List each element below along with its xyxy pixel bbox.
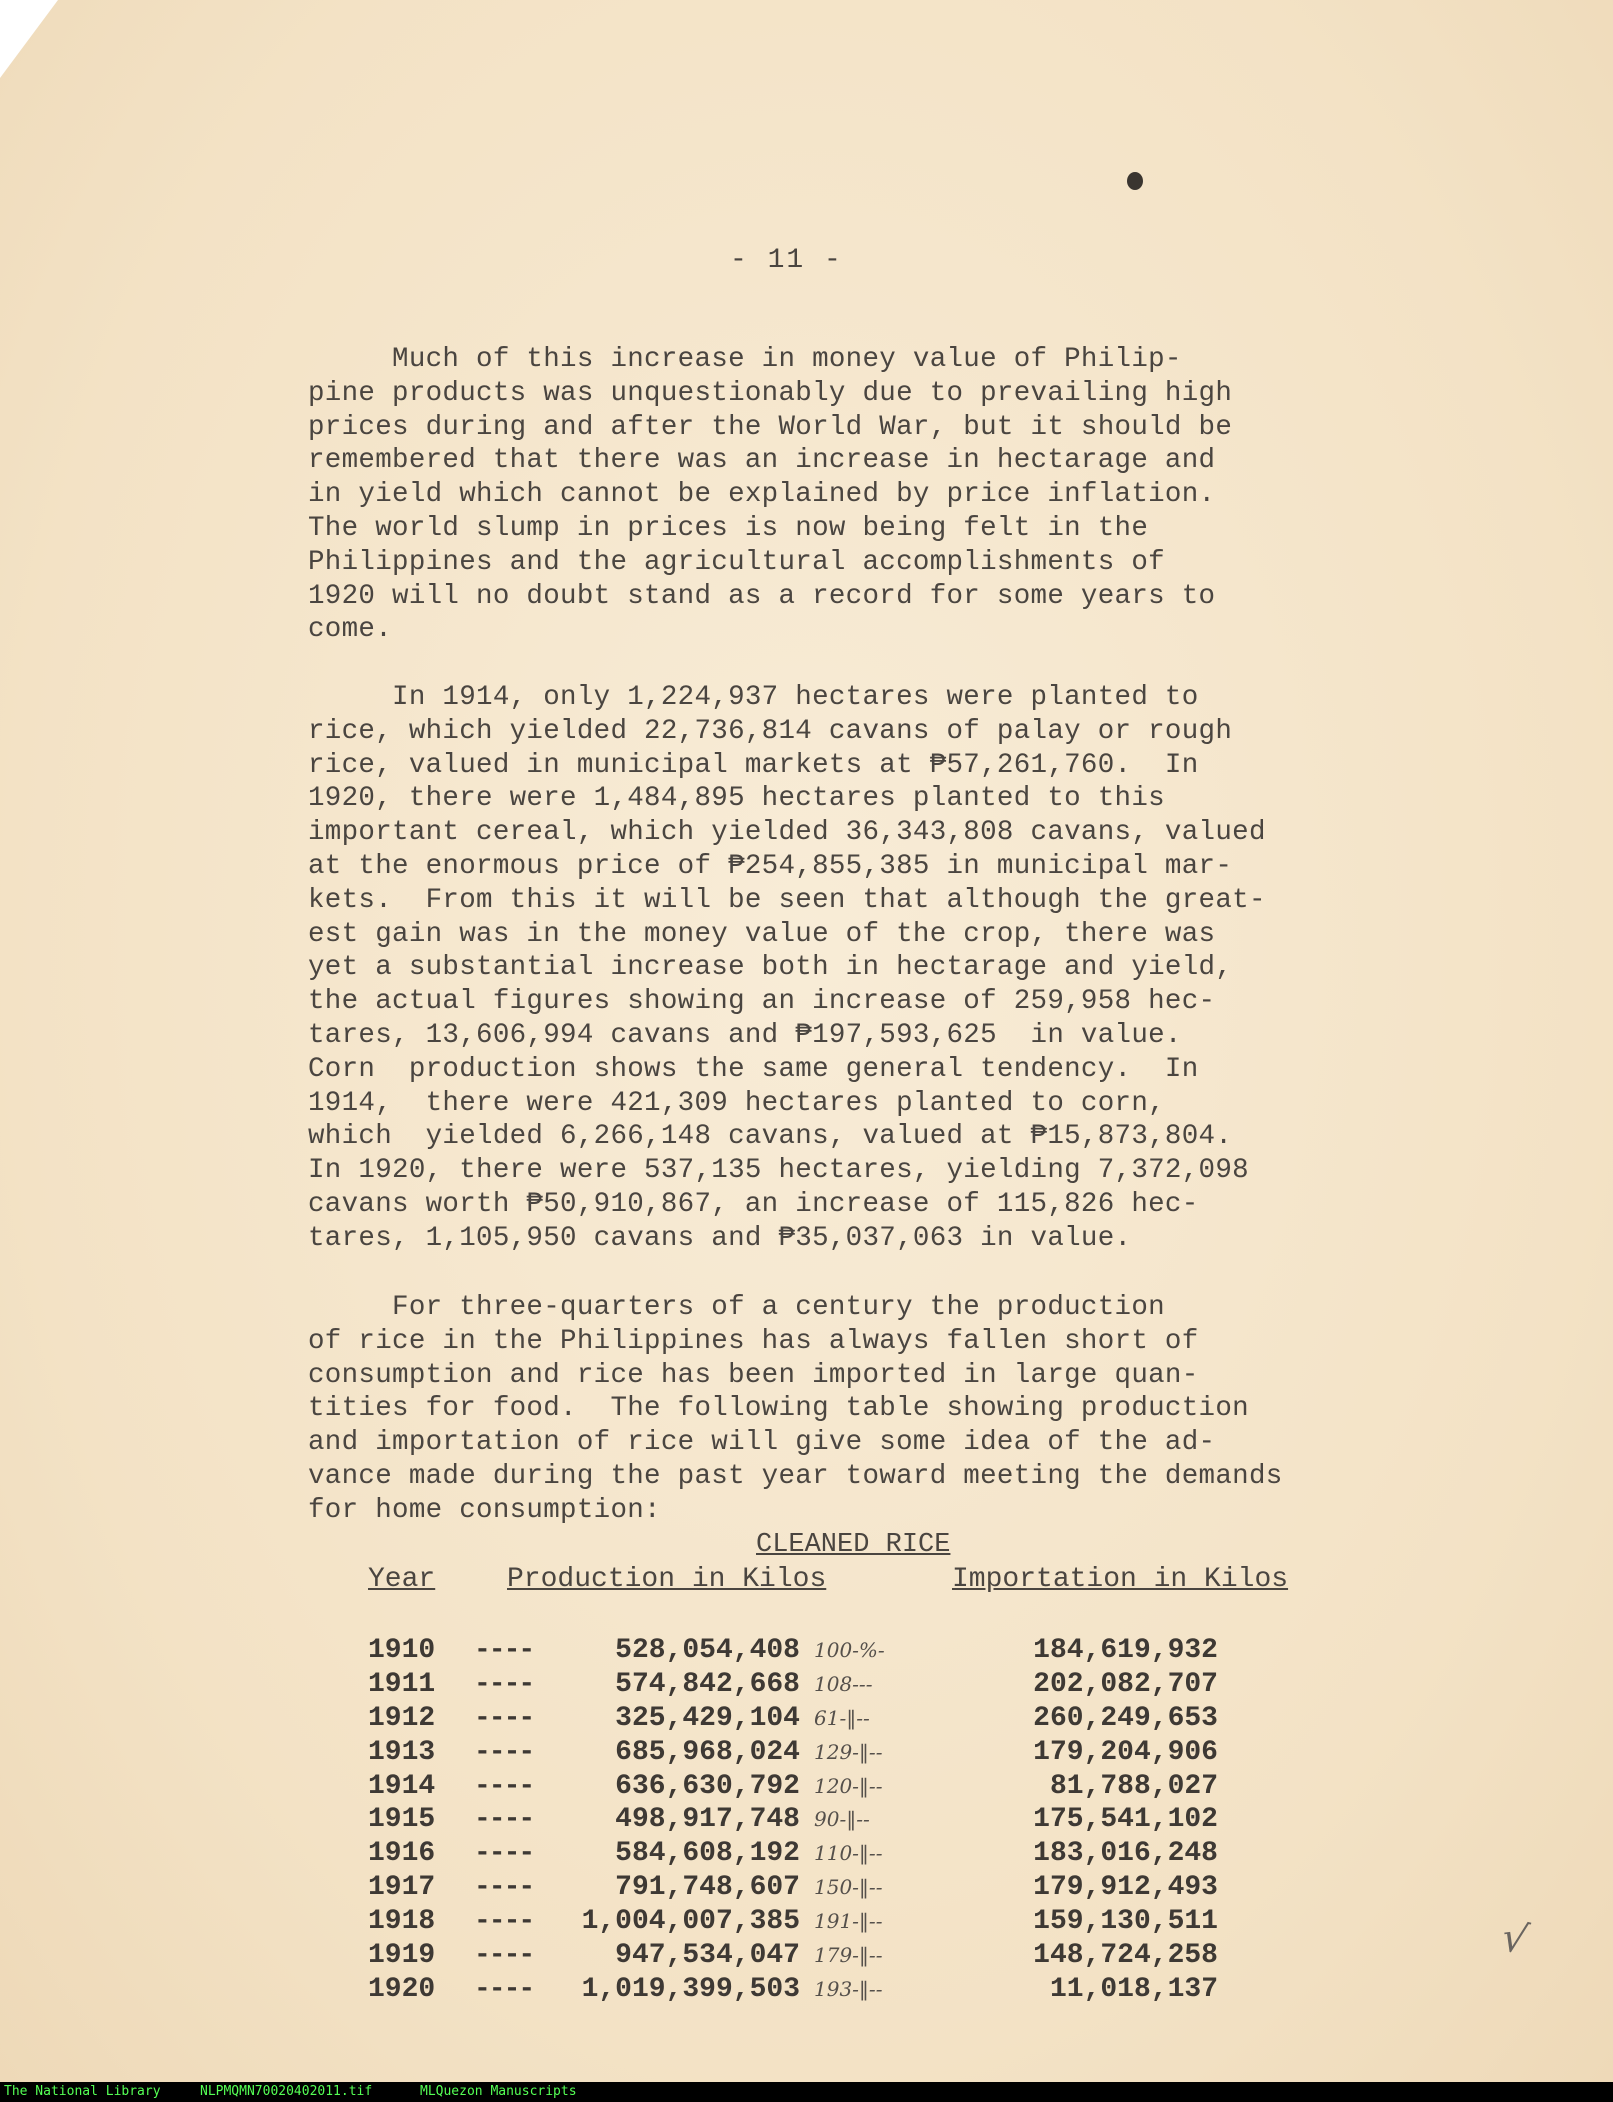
text-line: 1920, there were 1,484,895 hectares planted to this [308, 783, 1165, 815]
row-handwritten-note: 129-‖-- [814, 1739, 883, 1764]
row-dash: ---- [474, 1702, 534, 1734]
torn-corner [0, 0, 58, 78]
row-handwritten-note: 100-%- [814, 1638, 885, 1662]
table-row [368, 1703, 1248, 1737]
row-production: 498,917,748 [615, 1804, 800, 1836]
row-importation: 179,204,906 [1033, 1736, 1218, 1768]
row-production: 584,608,192 [615, 1838, 800, 1870]
handwritten-check-mark: √ [1497, 1913, 1533, 1965]
text-line: yet a substantial increase both in hectarage and yield, [308, 952, 1233, 984]
row-handwritten-note: 108--- [814, 1671, 873, 1696]
row-production: 325,429,104 [615, 1702, 800, 1734]
text-line: Much of this increase in money value of Philip- [308, 344, 1182, 375]
footer-library: The National Library [4, 2084, 161, 2099]
row-importation: 183,016,248 [1033, 1838, 1218, 1870]
row-dash: ---- [474, 1736, 534, 1768]
row-year: 1917 [368, 1872, 436, 1904]
row-dash: ---- [474, 1940, 534, 1972]
text-line: consumption and rice has been imported in large quan- [308, 1359, 1199, 1391]
text-line: remembered that there was an increase in hectarage and [308, 445, 1216, 477]
row-production: 947,534,047 [615, 1940, 800, 1972]
row-dash: ---- [474, 1838, 534, 1870]
row-year: 1914 [368, 1770, 436, 1802]
text-line: 1920 will no doubt stand as a record for some years to [308, 580, 1216, 612]
row-dash: ---- [474, 1635, 534, 1666]
text-line: and importation of rice will give some idea of the ad- [308, 1427, 1216, 1459]
table-row [368, 1872, 1248, 1906]
paragraph-3 [308, 1291, 1283, 1528]
column-header-year: Year [368, 1564, 436, 1595]
text-line: est gain was in the money value of the crop, there was [308, 918, 1216, 950]
text-line: rice, valued in municipal markets at ₱57,261,760. In [308, 749, 1199, 781]
paragraph-1 [308, 343, 1232, 647]
table-row [368, 1669, 1248, 1703]
table-row [368, 1940, 1248, 1974]
row-handwritten-note: 120-‖-- [814, 1773, 883, 1798]
row-importation: 148,724,258 [1033, 1940, 1218, 1972]
row-importation: 175,541,102 [1033, 1804, 1218, 1836]
rice-table-body [368, 1635, 1248, 2008]
column-header-production: Production in Kilos [507, 1564, 827, 1595]
row-year: 1919 [368, 1940, 436, 1972]
row-handwritten-note: 90-‖-- [814, 1807, 870, 1832]
row-importation: 202,082,707 [1033, 1668, 1218, 1700]
row-handwritten-note: 61-‖-- [814, 1705, 870, 1730]
text-line: prices during and after the World War, but it should be [308, 411, 1233, 443]
row-handwritten-note: 193-‖-- [814, 1976, 883, 2001]
row-dash: ---- [474, 1804, 534, 1836]
row-production: 574,842,668 [615, 1668, 800, 1700]
row-year: 1912 [368, 1702, 436, 1734]
text-line: For three-quarters of a century the production [308, 1292, 1165, 1323]
row-year: 1918 [368, 1906, 436, 1938]
table-title: CLEANED RICE [756, 1530, 951, 1560]
column-header-importation: Importation in Kilos [952, 1564, 1289, 1595]
table-row [368, 1838, 1248, 1872]
row-dash: ---- [474, 1872, 534, 1904]
text-line: come. [308, 614, 393, 646]
row-year: 1916 [368, 1838, 436, 1870]
text-line: tities for food. The following table showing production [308, 1393, 1249, 1425]
text-line: In 1920, there were 537,135 hectares, yielding 7,372,098 [308, 1155, 1249, 1187]
row-dash: ---- [474, 1668, 534, 1700]
text-line: tares, 1,105,950 cavans and ₱35,037,063 in value. [308, 1222, 1132, 1254]
row-year: 1920 [368, 1973, 436, 2005]
text-line: Philippines and the agricultural accomplishments of [308, 546, 1165, 578]
archive-footer-bar [0, 2082, 1613, 2102]
text-line: kets. From this it will be seen that although the great- [308, 884, 1266, 916]
text-line: of rice in the Philippines has always fallen short of [308, 1325, 1199, 1357]
row-production: 791,748,607 [615, 1872, 800, 1904]
text-line: for home consumption: [308, 1494, 661, 1526]
row-production: 1,004,007,385 [581, 1906, 800, 1938]
row-year: 1911 [368, 1668, 436, 1700]
text-line: Corn production shows the same general tendency. In [308, 1053, 1199, 1085]
text-line: which yielded 6,266,148 cavans, valued at ₱15,873,804. [308, 1121, 1233, 1153]
row-importation: 179,912,493 [1033, 1872, 1218, 1904]
text-line: vance made during the past year toward meeting the demands [308, 1460, 1283, 1492]
row-importation: 159,130,511 [1033, 1906, 1218, 1938]
row-year: 1915 [368, 1804, 436, 1836]
table-row [368, 1635, 1248, 1669]
row-year: 1910 [368, 1635, 436, 1666]
row-importation: 260,249,653 [1033, 1702, 1218, 1734]
text-line: at the enormous price of ₱254,855,385 in municipal mar- [308, 850, 1233, 882]
row-production: 528,054,408 [615, 1635, 800, 1666]
row-production: 636,630,792 [615, 1770, 800, 1802]
row-importation: 184,619,932 [1033, 1635, 1218, 1666]
text-line: rice, which yielded 22,736,814 cavans of palay or rough [308, 715, 1233, 747]
text-line: in yield which cannot be explained by price inflation. [308, 479, 1216, 511]
row-dash: ---- [474, 1770, 534, 1802]
row-handwritten-note: 150-‖-- [814, 1875, 883, 1900]
row-dash: ---- [474, 1906, 534, 1938]
text-line: important cereal, which yielded 36,343,808 cavans, valued [308, 817, 1266, 849]
text-line: cavans worth ₱50,910,867, an increase of 115,826 hec- [308, 1188, 1199, 1220]
row-dash: ---- [474, 1973, 534, 2005]
table-row [368, 1804, 1248, 1838]
table-row [368, 1906, 1248, 1940]
row-handwritten-note: 179-‖-- [814, 1943, 883, 1968]
row-production: 685,968,024 [615, 1736, 800, 1768]
row-handwritten-note: 110-‖-- [814, 1841, 883, 1866]
ink-speck [1127, 172, 1143, 190]
text-line: In 1914, only 1,224,937 hectares were planted to [308, 682, 1199, 713]
row-year: 1913 [368, 1736, 436, 1768]
paragraph-2 [308, 681, 1266, 1256]
table-row [368, 1771, 1248, 1805]
table-row [368, 1737, 1248, 1771]
text-line: The world slump in prices is now being felt in the [308, 512, 1149, 544]
row-importation: 81,788,027 [1049, 1770, 1218, 1802]
row-importation: 11,018,137 [1049, 1973, 1218, 2005]
table-row [368, 1974, 1248, 2008]
text-line: pine products was unquestionably due to prevailing high [308, 377, 1233, 409]
text-line: tares, 13,606,994 cavans and ₱197,593,625 in value. [308, 1019, 1182, 1051]
page-number: - 11 - [730, 245, 843, 276]
footer-file: NLPMQMN70020402011.tif [200, 2084, 373, 2099]
footer-collection: MLQuezon Manuscripts [420, 2084, 577, 2099]
text-line: the actual figures showing an increase of 259,958 hec- [308, 986, 1216, 1018]
row-production: 1,019,399,503 [581, 1973, 800, 2005]
text-line: 1914, there were 421,309 hectares planted to corn, [308, 1087, 1165, 1119]
row-handwritten-note: 191-‖-- [814, 1909, 883, 1934]
